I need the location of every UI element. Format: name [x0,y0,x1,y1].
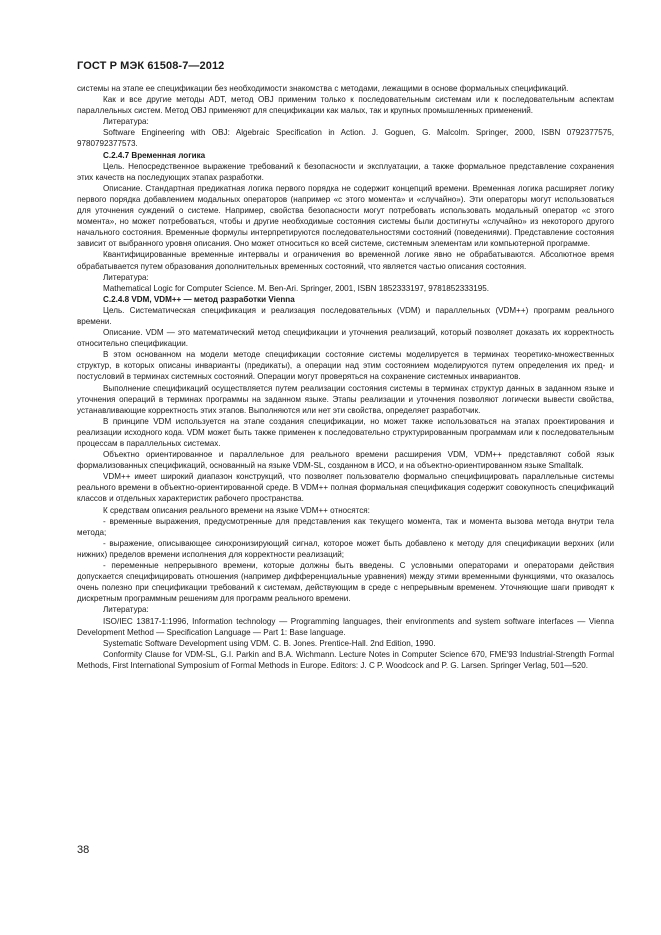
paragraph: - выражение, описывающее синхронизирующий сигнал, которое может быть добавлено к методу для спецификации верхних (или нижних) пределов времени исполнения для корректности реализаций; [77,538,614,559]
document-body [77,83,614,671]
paragraph: Литература: [103,605,149,615]
page-header: ГОСТ Р МЭК 61508-7—2012 [77,60,225,72]
paragraph: Цель. Непосредственное выражение требований к безопасности и эксплуатации, а также формальное представление сохранения этих качеств на последующих этапах разработки. [77,161,614,182]
paragraph: Литература: [103,272,149,282]
paragraph: Systematic Software Development using VDM. C. B. Jones. Prentice-Hall. 2nd Edition, 1990. [103,638,436,648]
paragraph: Квантифицированные временные интервалы и ограничения во временной логике явно не обрабатываются. Абсолютное время обрабатывается путем образования дополнительных временных состояний, что является частью описания состояния. [77,250,614,271]
paragraph: - переменные непрерывного времени, которые должны быть введены. С условными операторами и операторами действия допускается специфицировать отношения (например дифференциальные уравнения) между этими временными функциями, что оказалось очень полезно при спецификации требований к системам, действующим в среде с непрерывным временем. Уточняющие шаги приводят к дискретным программным решениям для программ реального времени. [77,561,614,604]
paragraph: Выполнение спецификаций осуществляется путем реализации состояния системы в терминах структур данных в заданном языке и уточнения операций в терминах программы на заданном языке. Этапы реализации и уточнения позволяют логически вывести свойства, устанавливающие корректность этих этапов. Выполняются или нет эти свойства, определяет разработчик. [77,383,614,415]
paragraph: VDM++ имеет широкий диапазон конструкций, что позволяет пользователю формально специфицировать параллельные системы реального времени в объектно-ориентированной среде. В VDM++ полная формальная спецификация содержит совокупность спецификаций классов и отдельных характеристик рабочего пространства. [77,472,614,504]
paragraph: Цель. Систематическая спецификация и реализация последовательных (VDM) и параллельных (VDM++) программ реального времени. [77,305,614,326]
paragraph: - временные выражения, предусмотренные для представления как текущего момента, так и момента вызова метода внутри тела метода; [77,516,614,537]
section-heading: C.2.4.8 VDM, VDM++ — метод разработки Vienna [103,294,295,304]
paragraph: ISO/IEC 13817-1:1996, Information technology — Programming languages, their environments and system software interfaces — Vienna Development Method — Specification Language — Part 1: Base language. [77,616,614,637]
paragraph: Software Engineering with OBJ: Algebraic Specification in Action. J. Goguen, G. Malcolm. Springer, 2000, ISBN 0792377575, 9780792377573. [77,128,614,149]
paragraph: Описание. VDM — это математический метод спецификации и уточнения реализаций, который позволяет доказать их корректность относительно спецификации. [77,328,614,349]
paragraph: Conformity Clause for VDM-SL, G.I. Parkin and B.A. Wichmann. Lecture Notes in Computer Science 670, FME'93 Industrial-Strength Formal Methods, First International Symposium of Formal Methods in Europe. Editors: J. C P. Woodcock and P. G. Larsen. Springer Verlag, 501—520. [77,649,614,670]
paragraph: Объектно ориентированное и параллельное для реального времени расширения VDM, VDM++ представляют собой язык формализованных спецификаций, основанный на языке VDM-SL, созданном в ИСО, и на объектно-ориентированном языке Smalltalk. [77,450,614,471]
paragraph: Как и все другие методы ADT, метод OBJ применим только к последовательным системам или к последовательным аспектам параллельных систем. Метод OBJ применяют для спецификации как малых, так и крупных промышленных применений. [77,95,614,116]
paragraph: Описание. Стандартная предикатная логика первого порядка не содержит концепций времени. Временная логика расширяет логику первого порядка добавлением модальных операторов (например «с этого момента» и «случайно»). Эти операторы могут использоваться для уточнения суждений о системе. Например, свойства безопасности могут потребовать использовать модальный оператор «с этого момента», но может потребоваться, чтобы и другие необходимые состояния системы были достигнуты «случайно» из некоторого другого начального состояния. Временные формулы интерпретируются последовательностями состояний (поведениями). Представление состояния зависит от выбранного уровня описания. Оно может относиться ко всей системе, системным элементам или компьютерной программе. [77,183,614,249]
page-number: 38 [77,844,90,856]
paragraph: В принципе VDM используется на этапе создания спецификации, но может также использоваться на этапах проектирования и реализации исходного кода. VDM может быть также применен к последовательно структурированным программам или к последовательным процессам в параллельных системах. [77,416,614,448]
paragraph: Литература: [103,117,149,127]
paragraph: системы на этапе ее спецификации без необходимости знакомства с методами, лежащими в основе формальных спецификаций. [77,84,569,93]
paragraph: В этом основанном на модели методе спецификации состояние системы моделируется в терминах теоретико-множественных структур, в которых описаны инварианты (предикаты), а операции над этим состоянием моделируются путем определения их пред- и постусловий в терминах системных состояний. Операции могут проверяться на сохранение системных инвариантов. [77,350,614,382]
paragraph: К средствам описания реального времени на языке VDM++ относятся: [103,505,370,515]
paragraph: Mathematical Logic for Computer Science. M. Ben-Ari. Springer, 2001, ISBN 1852333197, 9781852333195. [103,283,490,293]
section-heading: C.2.4.7 Временная логика [103,150,206,160]
